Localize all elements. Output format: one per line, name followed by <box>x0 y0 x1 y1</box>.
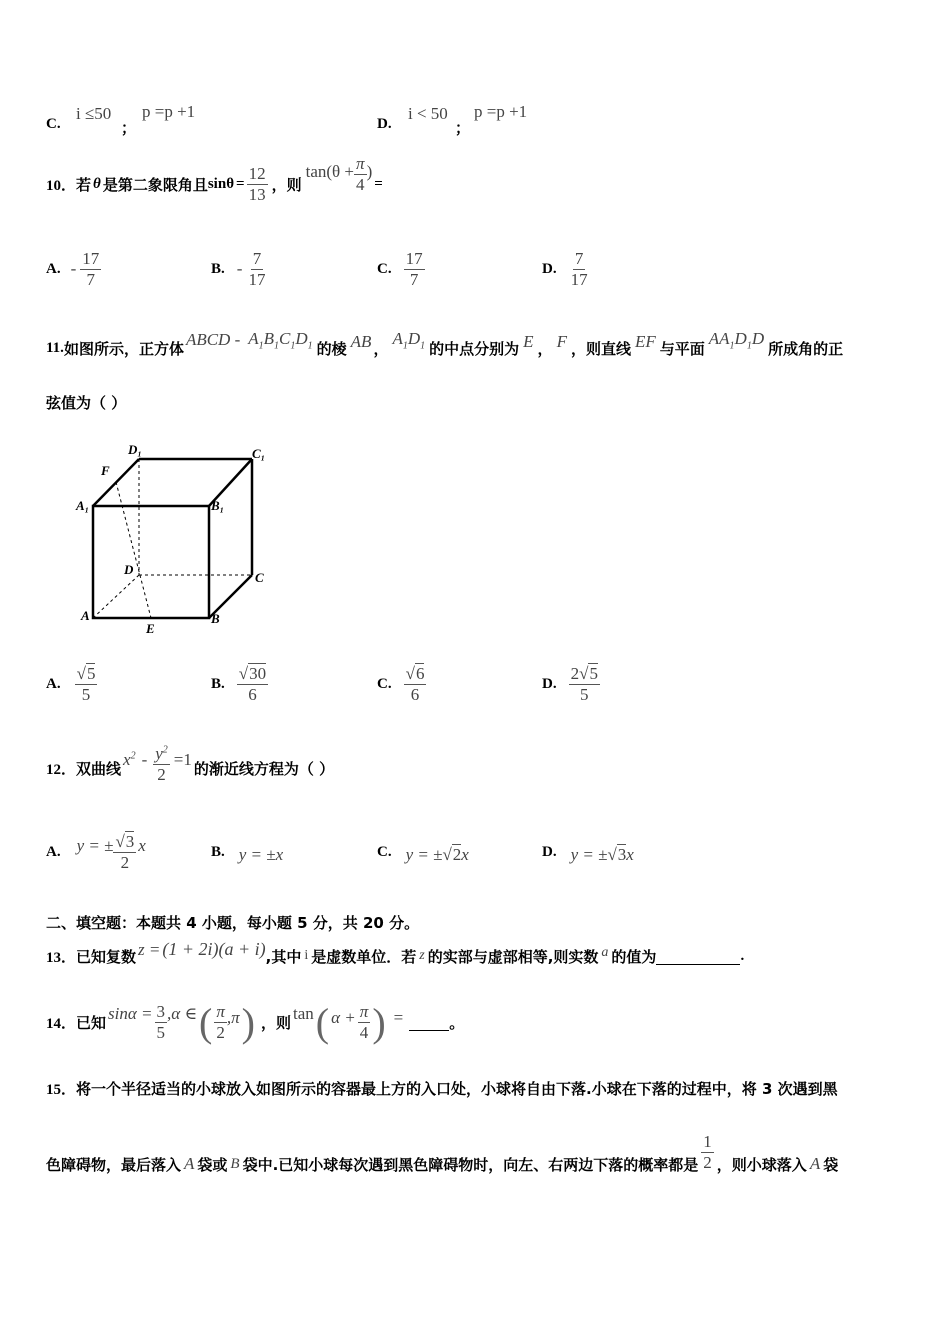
q-text: ，则小球落入 <box>716 1155 807 1174</box>
math: α + <box>331 1008 356 1027</box>
q-text: ，则 <box>271 175 302 194</box>
equals: = <box>374 175 383 192</box>
fraction: $\frac{√6}{6}$ <box>405 663 425 704</box>
q-text: 是虚数单位．若 <box>311 947 417 966</box>
question-number: 13． <box>46 949 77 966</box>
sign: - <box>236 259 243 278</box>
option-label: C. <box>377 260 392 277</box>
math: ,α ∈ <box>167 1004 198 1023</box>
math: A <box>809 1154 821 1173</box>
period: 。 <box>449 1013 465 1032</box>
paren: ( <box>315 999 330 1045</box>
q-text: 色障碍物，最后落入 <box>46 1155 182 1174</box>
fraction: $\frac{y^2}{2}$ <box>155 743 168 784</box>
q-text: 双曲线 <box>76 759 122 778</box>
math: y = ± <box>76 836 114 855</box>
option-c-condition: i ≤50 <box>76 104 112 123</box>
q-text: ， <box>373 339 389 358</box>
q-text: 的中点分别为 <box>429 339 520 358</box>
question-14 <box>46 994 464 1050</box>
option-label: B. <box>211 843 225 860</box>
option-b[interactable] <box>211 244 267 294</box>
separator: ； <box>121 119 137 137</box>
math: $A_1D_1$ <box>392 328 426 352</box>
math: z = <box>138 940 161 959</box>
fraction: $\frac{7}{17}$ <box>570 248 588 289</box>
question-11 <box>46 328 843 368</box>
q-text: 是第二象限角且 <box>102 175 208 194</box>
option-b[interactable] <box>211 656 268 712</box>
math: y = ±√3x <box>570 845 634 864</box>
option-label: A. <box>46 260 61 277</box>
option-label: B. <box>211 260 225 277</box>
math: (1 + 2i)(a + i) <box>162 938 266 959</box>
q-text: 已知复数 <box>76 947 137 966</box>
math: EF <box>634 332 656 351</box>
option-c[interactable] <box>377 656 426 712</box>
question-15-line-1 <box>46 1078 838 1099</box>
question-15-line-2 <box>46 1131 839 1192</box>
q-text: 已知 <box>76 1013 107 1032</box>
math: $x^2$ <box>123 750 136 769</box>
q-text: 袋中.已知小球每次遇到黑色障碍物时，向左、右两边下落的概率都是 <box>242 1155 699 1174</box>
option-d[interactable] <box>542 244 590 294</box>
fraction: $\frac{√3}{2}$ <box>115 831 135 872</box>
option-d-statement: p =p +1 <box>474 102 528 121</box>
equals: = <box>236 175 245 192</box>
option-c[interactable] <box>377 824 469 880</box>
math: a <box>601 945 609 960</box>
math: = <box>393 1008 404 1027</box>
question-number: 11. <box>46 339 64 356</box>
math: i <box>304 948 309 963</box>
option-label: C. <box>377 675 392 692</box>
answer-blank[interactable] <box>656 948 740 965</box>
sign: - <box>70 259 77 278</box>
question-12 <box>46 744 334 792</box>
section-title: 二、填空题：本题共 4 小题，每小题 5 分，共 20 分。 <box>46 914 420 932</box>
q12-options <box>46 824 746 880</box>
q11-options <box>46 656 746 712</box>
option-label: B. <box>211 675 225 692</box>
q-text: 的实部与虚部相等,则实数 <box>427 947 599 966</box>
fraction: $\frac{3}{5}$ <box>156 1001 166 1042</box>
question-number: 14． <box>46 1015 77 1032</box>
question-number: 15． <box>46 1082 77 1098</box>
option-d[interactable] <box>542 656 600 712</box>
option-d[interactable] <box>542 824 634 880</box>
label-b: B <box>211 611 220 626</box>
paren: ) <box>372 999 386 1045</box>
fraction: $\frac{\pi}{4}$ <box>356 153 365 194</box>
math: z <box>419 948 425 963</box>
option-label: C. <box>46 116 61 132</box>
cube-figure <box>46 440 286 640</box>
label-a1: A₁ <box>76 498 90 513</box>
q-text: 袋 <box>823 1155 839 1174</box>
math: sinα = <box>108 1004 153 1023</box>
fraction: $\frac{17}{7}$ <box>82 248 100 289</box>
separator: ； <box>455 119 471 137</box>
edge-a-d <box>93 575 139 618</box>
option-label: D. <box>377 116 392 132</box>
question-10 <box>46 153 383 210</box>
label-c1: C₁ <box>252 446 266 461</box>
math: y = ±√2x <box>405 845 469 864</box>
math: tan <box>293 1004 314 1023</box>
question-number: 10． <box>46 177 77 194</box>
label-d: D <box>124 562 134 577</box>
option-a[interactable] <box>46 244 101 294</box>
answer-blank[interactable] <box>409 1014 449 1031</box>
fraction: $\frac{√30}{6}$ <box>238 663 267 704</box>
option-b[interactable] <box>211 824 283 880</box>
q-text: 与平面 <box>659 339 705 358</box>
option-label: D. <box>542 260 557 277</box>
option-label: A. <box>46 675 61 692</box>
option-a[interactable] <box>46 824 146 880</box>
q-text: 的渐近线方程为（ ） <box>193 759 335 778</box>
q-text: 若 <box>76 175 92 194</box>
fraction: $\frac{7}{17}$ <box>248 248 266 289</box>
label-b1: B₁ <box>211 498 225 513</box>
fraction: $\frac{√5}{5}$ <box>76 663 96 704</box>
math: =1 <box>173 750 192 769</box>
math: E <box>523 332 534 351</box>
question-number: 12． <box>46 761 77 778</box>
math: F <box>556 332 567 351</box>
period: . <box>740 947 745 964</box>
math: B <box>230 1155 240 1172</box>
q-text: 弦值为（ ） <box>46 394 127 412</box>
tan-expr: tan(θ + <box>305 162 355 181</box>
math: - <box>141 750 148 769</box>
label-f: F <box>101 463 110 478</box>
q-text: 如图所示，正方体 <box>63 339 184 358</box>
fraction: $\frac{\pi}{2}$ <box>216 1001 225 1042</box>
q-text: 的棱 <box>316 339 347 358</box>
theta: θ <box>93 175 101 192</box>
math: x <box>138 836 146 855</box>
segment-ef <box>116 482 151 618</box>
math: ,π <box>226 1008 240 1027</box>
label-e: E <box>146 621 155 636</box>
fraction: $\frac{12}{13}$ <box>248 163 266 204</box>
option-label: D. <box>542 843 557 860</box>
label-a: A <box>81 608 90 623</box>
math: ABCD - <box>185 330 241 349</box>
q-text: 袋或 <box>197 1155 228 1174</box>
option-c[interactable] <box>377 244 425 294</box>
fraction: $\frac{1}{2}$ <box>703 1131 712 1172</box>
q-text: ,其中 <box>265 947 302 966</box>
q-text: 将一个半径适当的小球放入如图所示的容器最上方的入口处，小球将自由下落.小球在下落的过程中，将 3 次遇到黑 <box>76 1080 838 1098</box>
q-text: 所成角的正 <box>768 339 844 358</box>
math: $AA_1D_1D$ <box>708 328 765 352</box>
paren: ( <box>199 999 213 1045</box>
q10-options <box>46 244 746 294</box>
option-label: D. <box>542 675 557 692</box>
q-text: ， <box>537 339 553 358</box>
question-13 <box>46 936 744 976</box>
label-d1: D₁ <box>128 442 142 457</box>
q-text: 的值为 <box>611 947 657 966</box>
q-text: ，则直线 <box>570 339 631 358</box>
fraction: $\frac{2√5}{5}$ <box>570 663 598 704</box>
fraction: $\frac{\pi}{4}$ <box>359 1001 369 1042</box>
option-c-statement: p =p +1 <box>142 102 196 121</box>
math: y = ±x <box>238 845 284 864</box>
math: AB <box>350 332 372 351</box>
option-label: A. <box>46 843 61 860</box>
math: A <box>184 1154 195 1173</box>
option-label: C. <box>377 843 392 860</box>
paren: ) <box>366 162 373 181</box>
q-text: ，则 <box>261 1013 292 1032</box>
sin-theta: sinθ <box>207 175 235 192</box>
option-d-condition: i < 50 <box>408 104 448 123</box>
math: $A_1B_1C_1D_1$ <box>248 328 313 352</box>
label-c: C <box>255 570 264 585</box>
option-a[interactable] <box>46 656 97 712</box>
fraction: $\frac{17}{7}$ <box>405 248 423 289</box>
paren: ) <box>241 999 255 1045</box>
